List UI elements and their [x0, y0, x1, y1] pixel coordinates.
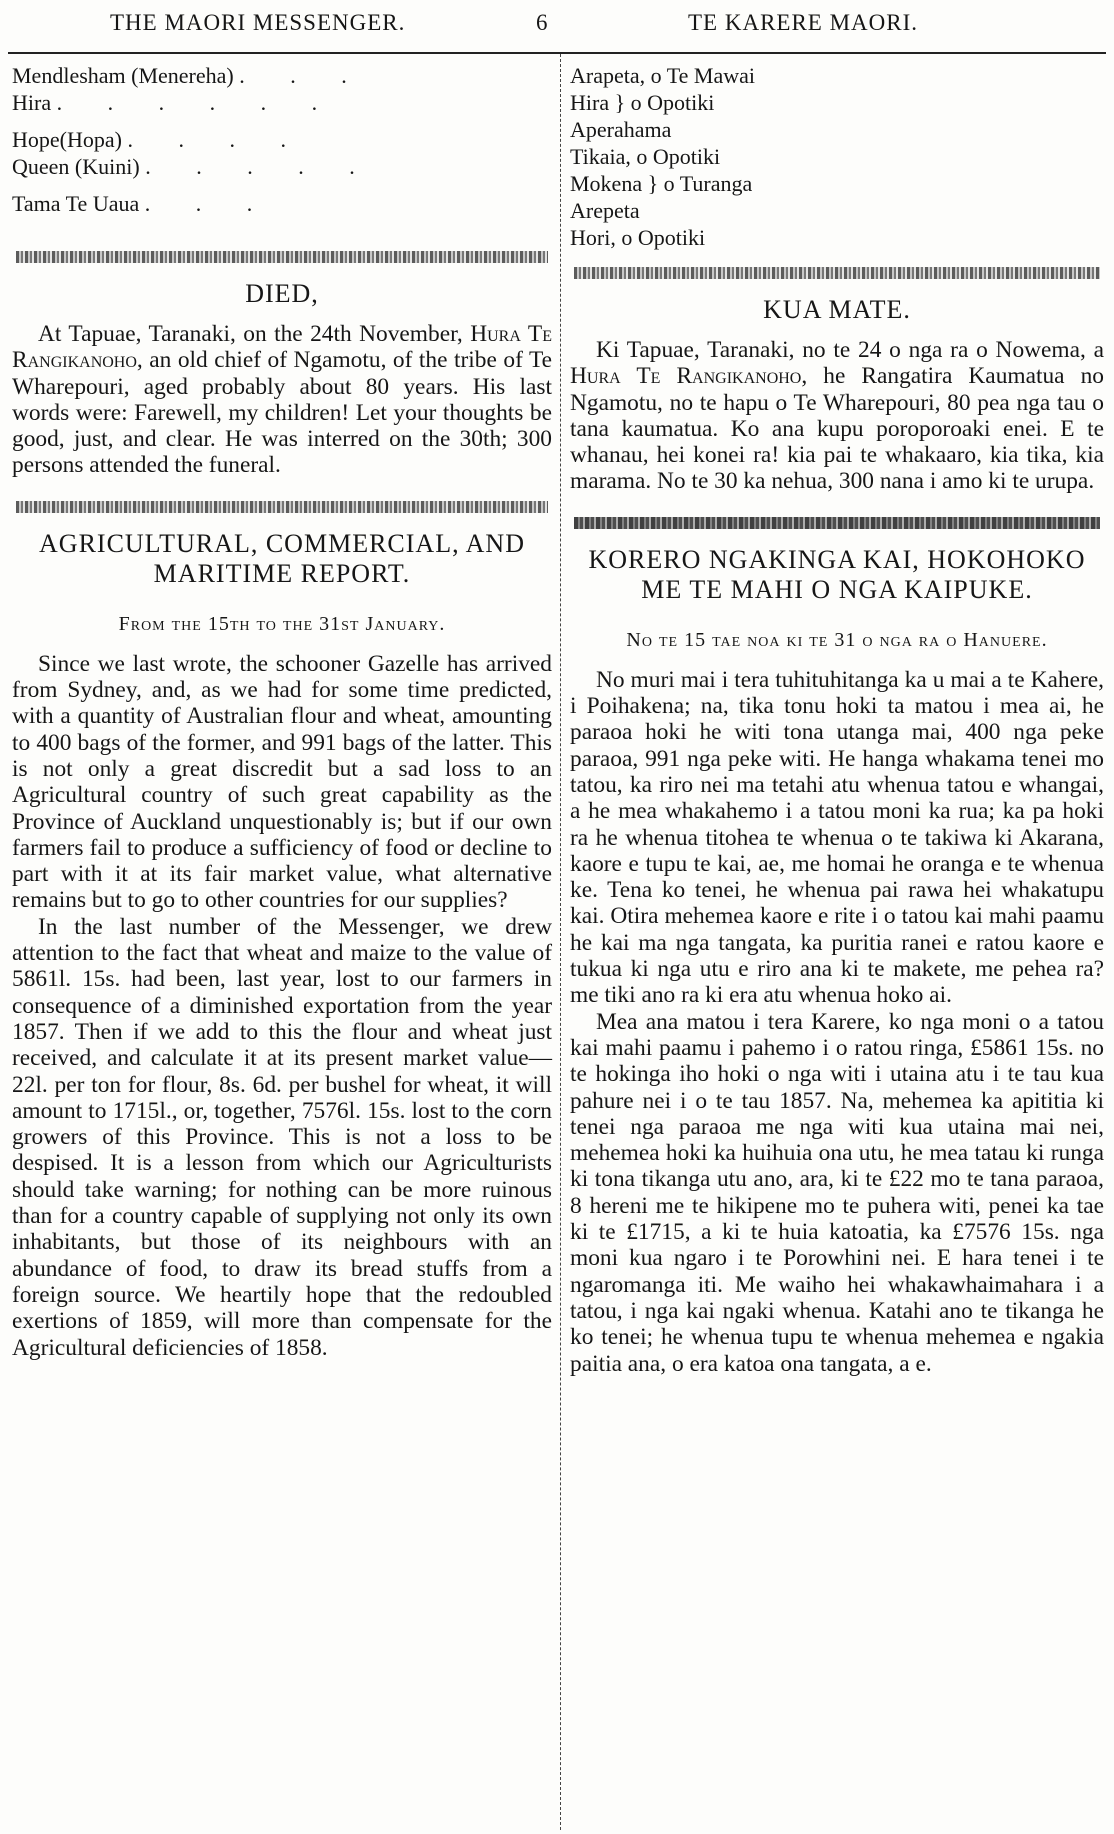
page-header — [0, 6, 1114, 40]
died-heading: DIED, — [245, 279, 319, 308]
list-spacer — [12, 116, 552, 126]
list-item: Mokena } o Turanga — [570, 171, 753, 196]
report-paragraph: In the last number of the Messenger, we drew attention to the fact that wheat and maize to the value of 5861l. 15s. had been, last year, lost to our farmers in consequence of a diminished exportation from the year 1857. Then if we add to this the flour and wheat just received, and calculate it at its present market value—22l. per ton for flour, 8s. 6d. per bushel for wheat, it will amount to 1715l., or, together, 7576l. 15s. lost to the corn growers of this Province. This is not a loss to be despised. It is a lesson from which our Agriculturists should take warning; for nothing can be more ruinous than for a country capable of supplying not only its own inhabitants, but those of its neighbours with an abundance of food, to draw its bread stuffs from a foreign source. We heartily hope that the redoubled exertions of 1859, will more than compensate for the Agricultural deficiencies of 1858. — [12, 913, 552, 1361]
maori-column — [570, 62, 1104, 1377]
english-column — [12, 62, 552, 1361]
list-item: Tikaia, o Opotiki — [570, 144, 721, 169]
list-item: Arapeta, o Te Mawai — [570, 63, 755, 88]
report-subheading: From the 15th to the 31st January. — [118, 612, 446, 635]
list-item: Hira . . . . . . — [12, 90, 338, 115]
kua-mate-heading: KUA MATE. — [763, 295, 911, 324]
report-heading: AGRICULTURAL, COMMERCIAL, AND MARITIME REPORT. — [39, 528, 525, 588]
list-item: Queen (Kuini) . . . . . — [12, 154, 375, 179]
died-paragraph: At Tapuae, Taranaki, on the 24th November, Hura Te Rangikanoho, an old chief of Ngamotu, of the tribe of Te Wharepouri, aged probably about 80 years. His last words were: Farewell, my children! Let your thoughts be good, just, and clear. He was interred on the 30th; 300 persons attended the funeral. — [12, 321, 553, 479]
list-item: Hori, o Opotiki — [570, 225, 706, 250]
list-item: Aperahama — [570, 117, 672, 142]
section-divider — [574, 517, 1100, 529]
korero-paragraph: No muri mai i tera tuhituhitanga ka u mai a te Kahere, i Poihakena; na, tika tonu hoki ta matou i mea ai, he paraoa hoki he witi tona utanga mai, 400 nga peke paraoa, 991 nga peke witi. He hanga whakama tenei mo tatou, ka riro nei ma tetahi atu whenua tatou e whangai, a he mea whakahemo i a tatou moni ka rua; ka pa hoki ra he whenua titohea te whenua o te takiwa ki Akarana, kaore e tupu te kai, ae, me homai he oranga e te whenua ke. Tena ko tenei, he whenua pai rawa hei whakatupu kai. Otira mehemea kaore e rite i o tatou kai mahi paamu he kai ma nga tangata, ka puritia ranei e ratou kaore e tukua ki nga utu e riro ana ki te makete, me pehea ra? me tiki ano ra ki era atu whenua hoko ai. — [570, 666, 1104, 1009]
korero-heading: KORERO NGAKINGA KAI, HOKOHOKO ME TE MAHI O NGA KAIPUKE. — [588, 544, 1086, 604]
english-masthead: THE MAORI MESSENGER. — [110, 10, 406, 35]
column-divider — [560, 54, 561, 1830]
report-paragraph: Since we last wrote, the schooner Gazelle has arrived from Sydney, and, as we had for some time predicted, with a quantity of Australian flour and wheat, amounting to 400 bags of the former, and 991 bags of the latter. This is not only a great discredit but a sad loss to an Agricultural country of such great capability as the Province of Auckland unquestionably is; but if our own farmers fail to produce a sufficiency of food or decline to part with it at its fair market value, what alternative remains but to go to other countries for our supplies? — [12, 650, 552, 914]
maori-masthead: TE KARERE MAORI. — [688, 10, 919, 35]
korero-paragraph: Mea ana matou i tera Karere, ko nga moni o a tatou kai mahi paamu i pahemo i o ratou ringa, £5861 15s. no te hokinga iho hoki o nga witi i utaina atu i te tau kua pahure nei i o te tau 1857. Na, mehemea ka apititia ki tenei nga paraoa me nga witi kua utaina mai nei, mehemea hoki ka huihuia ona utu, he mea tatau ki runga ki tona tikanga utu ano, ara, ki te £22 mo te tana paraoa, 8 hereni me te hikipene mo te puhera witi, penei ka tae ki te £1715, a ki te huia katoatia, ka £7576 15s. nga moni kua ngaro i te Porowhini nei. E hara tenei i te ngaromanga iti. Me waiho hei whakawhaimahara i a tatou, i nga kai ngaki whenua. Katahi ano te tikanga he ko tenei; he whenua tupu te whenua mehemea e ngakia paitia ana, o era katoa ona tangata, a e. — [570, 1008, 1104, 1377]
list-item: Hope(Hopa) . . . . — [12, 127, 306, 152]
kua-mate-paragraph: Ki Tapuae, Taranaki, no te 24 o nga ra o Nowema, a Hura Te Rangikanoho, he Rangatira Kaumatua no Ngamotu, no te hapu o Te Wharepouri, 80 pea nga tau o tana kaumatua. Ko ana kupu poroporoaki enei. E te whanau, hei konei ra! kia pai te whakaaro, kia tika, kia marama. No te 30 ka nehua, 300 nana i amo ki te urupa. — [570, 337, 1104, 495]
english-vessel-list — [12, 62, 552, 217]
section-divider — [16, 501, 548, 513]
list-item: Mendlesham (Menereha) . . . — [12, 63, 367, 88]
section-divider — [16, 251, 548, 263]
section-divider — [574, 267, 1100, 279]
header-rule — [8, 52, 1106, 54]
korero-subheading: No te 15 tae noa ki te 31 o nga ra o Hanuere. — [626, 628, 1048, 651]
maori-vessel-list — [570, 62, 1104, 251]
list-item: Hira } o Opotiki — [570, 90, 715, 115]
list-spacer — [12, 180, 552, 190]
list-item: Arepeta — [570, 198, 640, 223]
list-item: Tama Te Uaua . . . — [12, 191, 273, 216]
page-number: 6 — [536, 10, 549, 35]
